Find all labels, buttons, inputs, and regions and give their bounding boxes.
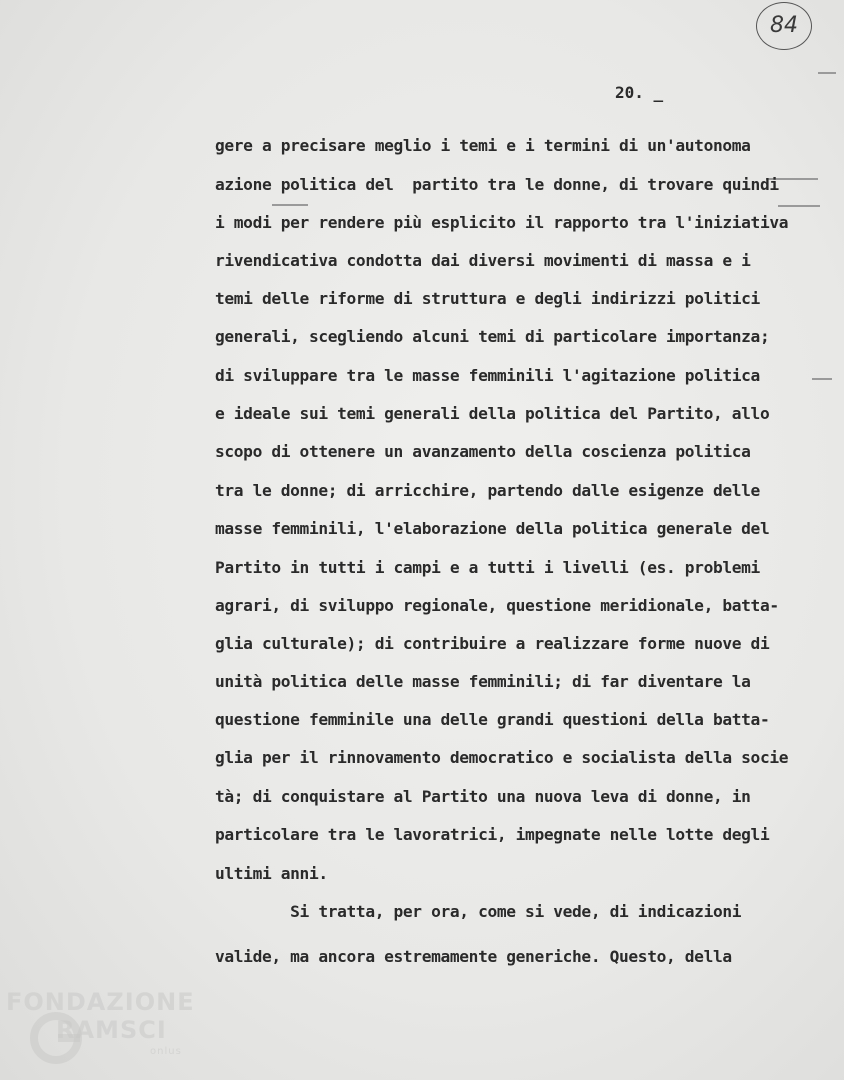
text-line: tra le donne; di arricchire, partendo dalle esigenze delle: [215, 481, 760, 500]
text-line: masse femminili, l'elaborazione della politica generale del: [215, 519, 770, 538]
text-line: azione politica del partito tra le donne, di trovare quindi: [215, 175, 779, 194]
text-line: di sviluppare tra le masse femminili l'agitazione politica: [215, 366, 760, 385]
text-line: temi delle riforme di struttura e degli indirizzi politici: [215, 289, 760, 308]
text-line: glia per il rinnovamento democratico e socialista della socie: [215, 748, 789, 767]
text-line: generali, scegliendo alcuni temi di particolare importanza;: [215, 327, 770, 346]
text-line: particolare tra le lavoratrici, impegnate nelle lotte degli: [215, 825, 770, 844]
text-line: scopo di ottenere un avanzamento della coscienza politica: [215, 442, 751, 461]
archive-number-stamp: 84: [756, 2, 812, 50]
text-line: rivendicativa condotta dai diversi movimenti di massa e i: [215, 251, 751, 270]
text-line: glia culturale); di contribuire a realizzare forme nuove di: [215, 634, 770, 653]
text-line: i modi per rendere più esplicito il rapporto tra l'iniziativa: [215, 213, 789, 232]
watermark-logo-line3: onlus: [150, 1046, 182, 1057]
text-line: gere a precisare meglio i temi e i termini di un'autonoma: [215, 136, 751, 155]
watermark-logo-line1: FONDAZIONE: [6, 988, 195, 1016]
text-line: agrari, di sviluppo regionale, questione meridionale, batta-: [215, 596, 779, 615]
text-line: Si tratta, per ora, come si vede, di indicazioni: [215, 902, 742, 921]
text-line: unità politica delle masse femminili; di far diventare la: [215, 672, 751, 691]
page-number: 20. _: [615, 83, 664, 102]
text-line: e ideale sui temi generali della politica del Partito, allo: [215, 404, 770, 423]
text-line: questione femminile una delle grandi questioni della batta-: [215, 710, 770, 729]
watermark-logo-line2: RAMSCI: [56, 1016, 167, 1044]
text-line: tà; di conquistare al Partito una nuova leva di donne, in: [215, 787, 751, 806]
text-line: ultimi anni.: [215, 864, 328, 883]
text-line: valide, ma ancora estremamente generiche. Questo, della: [215, 947, 732, 966]
text-line: Partito in tutti i campi e a tutti i livelli (es. problemi: [215, 558, 760, 577]
